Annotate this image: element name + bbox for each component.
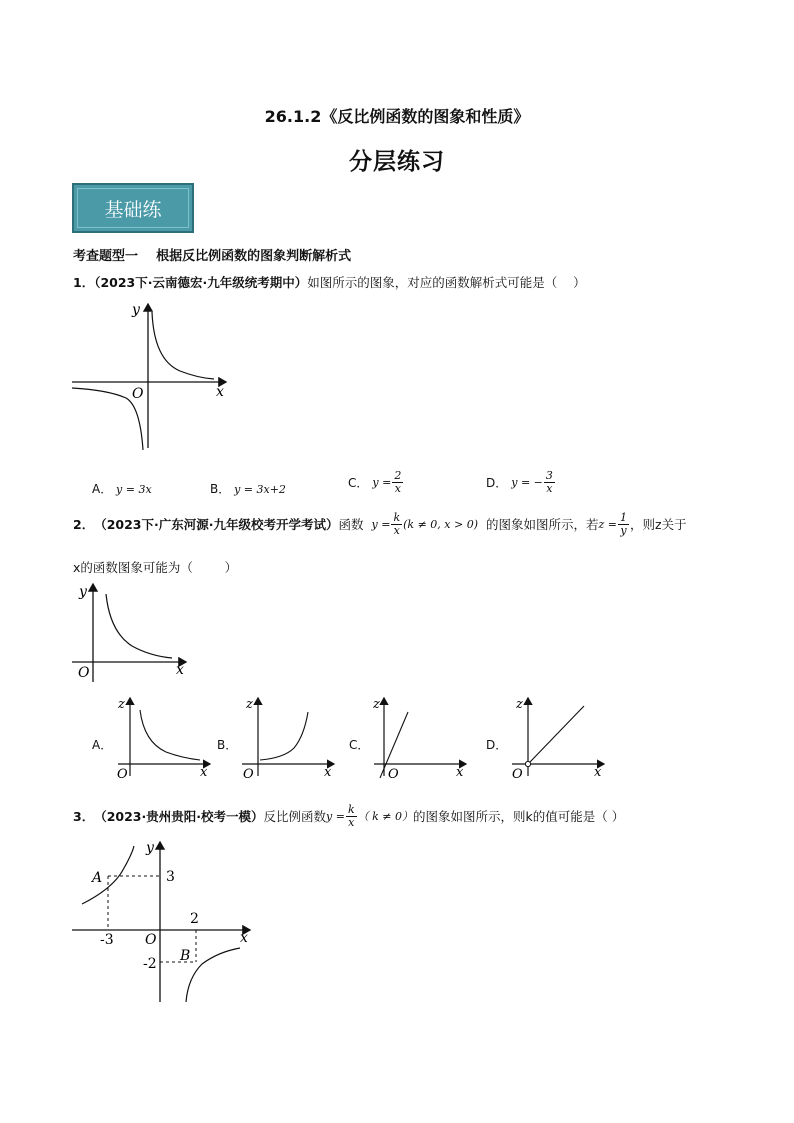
q2-option-a-letter: A． — [92, 738, 113, 752]
q2b-curve — [260, 712, 308, 760]
q1-origin-label: O — [132, 386, 144, 402]
q2a-curve — [140, 710, 200, 760]
q2-option-a-graph[interactable] — [114, 694, 214, 780]
question-2-text-end: ，则z关于 — [630, 517, 687, 533]
question-2-stem — [73, 512, 687, 536]
q3-x-label: x — [240, 930, 248, 946]
q1-option-a-letter: A． — [92, 482, 113, 496]
q2-func-condition: (k ≠ 0, x > 0) — [403, 517, 478, 531]
q1-option-a[interactable] — [92, 480, 152, 497]
q3-y-label: y — [146, 840, 154, 856]
question-2-graph — [70, 578, 194, 682]
question-1-source: （2023下·云南德宏·九年级统考期中） — [94, 275, 308, 290]
q3-func-condition: （ k ≠ 0） — [357, 810, 413, 824]
q2-func-fraction: $\frac{k}{x}$ — [393, 511, 401, 537]
question-1-number: 1． — [73, 275, 95, 290]
level-badge — [72, 183, 194, 233]
q2-option-b-graph[interactable] — [238, 694, 338, 780]
question-1-stem — [73, 273, 586, 291]
q2a-x-label: x — [200, 765, 208, 780]
question-2-text-mid: 的图象如图所示，若 — [486, 517, 599, 533]
question-1-graph — [68, 298, 238, 458]
question-3-stem — [73, 804, 624, 828]
q2-y-label: y — [79, 584, 87, 600]
q2-z-fraction: $\frac{1}{y}$ — [620, 511, 628, 537]
q1-option-c[interactable] — [348, 470, 404, 494]
question-3-text-pre: 反比例函数 — [263, 809, 327, 825]
q2-z-lhs: z = — [598, 517, 618, 531]
q3-tick-neg2: -2 — [143, 956, 157, 972]
question-2-source: （2023下·广东河源·九年级校考开学考试） — [94, 517, 339, 533]
q3-point-a-label: A — [92, 870, 103, 886]
q2d-open-point — [525, 761, 530, 766]
q3-curve-branch-4 — [186, 948, 240, 1002]
q2-option-b[interactable] — [217, 736, 237, 753]
q3-tick-2: 2 — [190, 911, 199, 927]
q1-option-c-letter: C． — [348, 475, 369, 490]
q2-option-d[interactable] — [486, 736, 507, 753]
q3-func-lhs: y = — [326, 809, 345, 823]
q2b-origin-label: O — [243, 767, 254, 780]
q1-option-d-letter: D． — [486, 475, 508, 490]
q1-option-a-expr: y = 3x — [116, 483, 152, 496]
question-1-text: 如图所示的图象，对应的函数解析式可能是（ ） — [307, 275, 586, 290]
q3-tick-neg3: -3 — [100, 932, 114, 948]
q2-option-a[interactable] — [92, 736, 112, 753]
q2-option-c-letter: C． — [349, 738, 370, 752]
q2-func-lhs: y = — [371, 517, 391, 531]
document-title: 26.1.2《反比例函数的图象和性质》 — [264, 107, 530, 126]
q1-option-b-expr: y = 3x+2 — [234, 483, 286, 496]
q1-option-d-fraction: $\frac{3}{x}$ — [545, 469, 553, 495]
badge-label: 基础练 — [104, 198, 162, 221]
question-2-number: 2． — [73, 517, 95, 533]
q2a-z-label: z — [118, 697, 125, 712]
q1-option-b[interactable] — [210, 480, 286, 497]
question-2-line-2: x的函数图象可能为（ ） — [73, 560, 238, 575]
question-3-graph — [68, 838, 258, 1010]
q3-origin-label: O — [145, 932, 157, 948]
q2a-origin-label: O — [117, 767, 128, 780]
q2d-z-label: z — [516, 697, 523, 712]
q2-x-label: x — [176, 662, 184, 678]
q3-func-fraction: $\frac{k}{x}$ — [347, 803, 355, 829]
q2b-x-label: x — [324, 765, 332, 780]
q2-option-d-graph[interactable] — [508, 694, 608, 780]
question-3-number: 3． — [73, 809, 95, 825]
section-title: 考查题型一 根据反比例函数的图象判断解析式 — [73, 249, 352, 264]
q1-curve-branch-1 — [152, 312, 214, 379]
q2-option-d-letter: D． — [486, 738, 508, 752]
document-subtitle: 分层练习 — [349, 149, 445, 175]
q2c-z-label: z — [373, 697, 380, 712]
q2-curve — [106, 594, 172, 658]
q1-option-c-lhs: y = — [372, 475, 392, 489]
q3-tick-3: 3 — [166, 869, 175, 885]
q1-option-d-lhs: y = − — [511, 475, 543, 489]
q1-y-label: y — [132, 302, 140, 318]
q2c-origin-label: O — [388, 767, 399, 780]
q2c-x-label: x — [456, 765, 464, 780]
question-3-source: （2023·贵州贵阳·校考一模） — [94, 809, 264, 825]
q2-option-c-graph[interactable] — [370, 694, 470, 780]
q2-option-c[interactable] — [349, 736, 369, 753]
question-2-text-pre: 函数 — [338, 517, 364, 533]
q1-option-b-letter: B． — [210, 482, 231, 496]
q1-x-label: x — [216, 384, 224, 400]
q1-option-c-fraction: $\frac{2}{x}$ — [394, 469, 402, 495]
q2b-z-label: z — [246, 697, 253, 712]
q2-origin-label: O — [78, 665, 90, 681]
question-3-text-end: 的图象如图所示，则k的值可能是（ ） — [413, 809, 625, 825]
q2d-line — [530, 706, 584, 762]
q2d-origin-label: O — [512, 767, 523, 780]
q2-option-b-letter: B． — [217, 738, 238, 752]
q1-option-d[interactable] — [486, 470, 556, 494]
q3-point-b-label: B — [180, 948, 191, 964]
q2d-x-label: x — [594, 765, 602, 780]
